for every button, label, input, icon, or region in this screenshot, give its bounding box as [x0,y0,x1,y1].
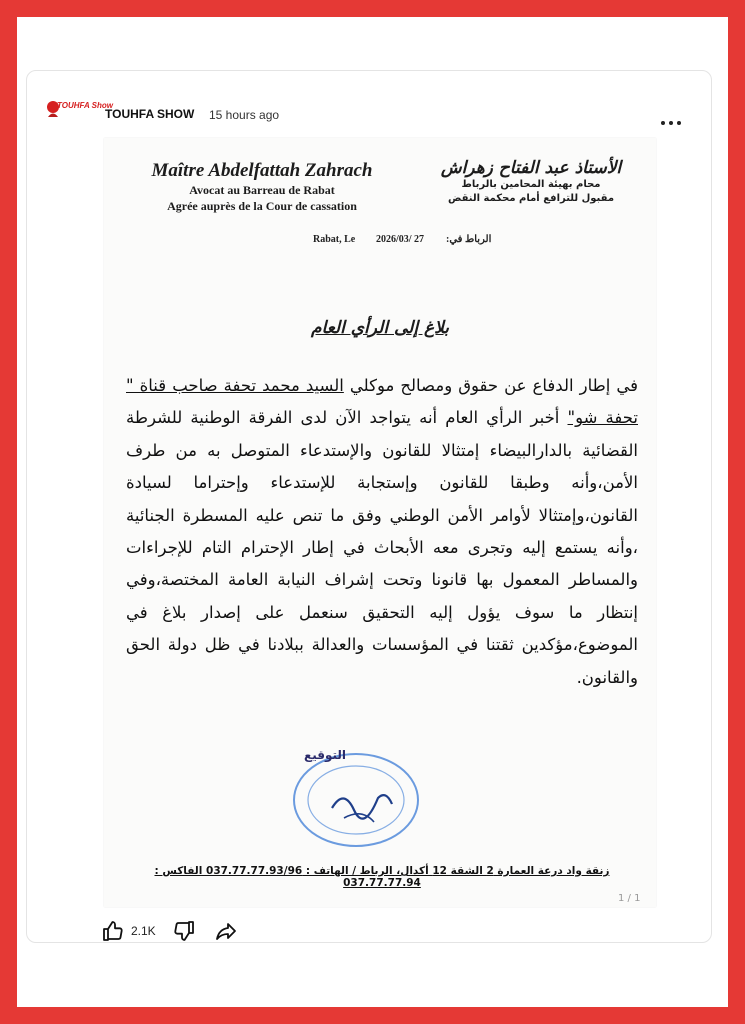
post-actions [101,919,238,943]
body-client-name: السيد محمد تحفة صاحب قناة " تحفة شو" [126,376,638,428]
avatar-logo-text: TOUHFA Show [57,101,113,110]
post-time: 15 hours ago [209,108,280,122]
dateline-fr: Rabat, Le [313,234,356,245]
lawyer-court-fr: Agrée auprès de la Cour de cassation [167,199,357,213]
thumb-down-icon [172,919,196,943]
thumb-up-icon [101,919,125,943]
letterhead-arabic [426,158,636,206]
post-card [26,70,712,943]
page-number: 1 / 1 [618,893,641,904]
more-vert-icon[interactable] [661,115,681,131]
channel-name[interactable]: TOUHFA SHOW [105,107,195,121]
channel-avatar[interactable] [43,95,113,123]
lawyer-bar-fr: Avocat au Barreau de Rabat [189,183,335,197]
document-body [126,370,638,694]
letter-image [104,138,656,907]
dislike-button[interactable] [172,919,196,943]
footer-address: زنقة واد درعة العمارة 2 الشقة 12 أكدال، الرباط / الهاتف : 037.77.77.93/96 الفاكس : 037.77.77.94 [154,865,610,889]
share-icon [214,919,238,943]
red-border-frame [17,17,728,1007]
share-button[interactable] [214,919,238,943]
dateline-ar: الرباط في: [446,234,492,245]
like-button[interactable] [101,919,156,943]
body-main: أخبر الرأي العام أنه يتواجد الآن لدى الفرقة الوطنية للشرطة القضائية بالدارالبيضاء إمتثالا للقانون والإستدعاء المتوصل به من طرف الأمن،وأنه وطبقا للقانون وإستجابة للإستدعاء وإحتراما لسيادة القانون،وإمتثالا لأوامر الأمن الوطني وفق ما تنص عليه المسطرة الجنائية ،وأنه يستمع إليه وتجرى معه الأبحاث في إطار الإحترام التام للإجراءات والمساطر المعمول بها قانونا وتحت إشراف النيابة العامة المختصة،وفي إنتظار ما سوف يؤول إليه التحقيق سنعمل على إصدار بلاغ في الموضوع،مؤكدين ثقتنا في المؤسسات والعدالة ببلادنا في ظل دولة الحق والقانون. [126,408,638,687]
dateline-date: 2026/03/ 27 [376,234,425,245]
signature-label: التوقيع [304,748,346,762]
body-intro: في إطار الدفاع عن حقوق ومصالح موكلي [343,376,638,395]
dateline [104,234,656,250]
lawyer-bar-ar: محام بهيئة المحامين بالرباط [461,179,601,190]
lawyer-name-fr: Maître Abdelfattah Zahrach [151,160,373,181]
signature-stamp [274,738,424,848]
lawyer-court-ar: مقبول للترافع أمام محكمة النقض [447,193,615,204]
lawyer-name-ar: الأستاذ عبد الفتاح زهراش [440,158,622,178]
document-title: بلاغ إلى الرأي العام [311,318,449,338]
letterhead-french [142,160,382,214]
like-count: 2.1K [131,924,156,938]
